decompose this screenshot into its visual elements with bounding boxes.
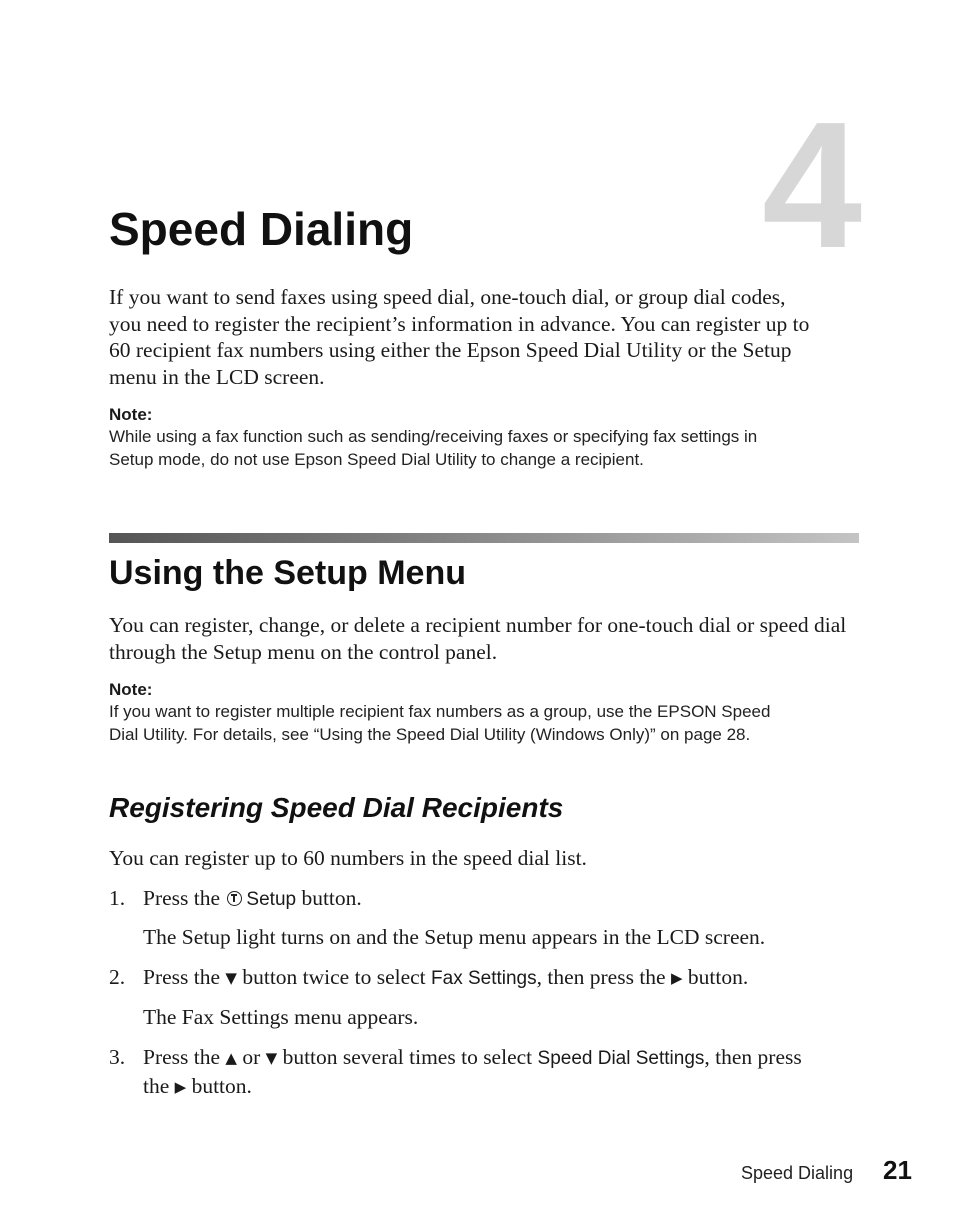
intro-line: 60 recipient fax numbers using either the Epson Speed Dial Utility or the Setup xyxy=(109,338,792,362)
ui-label-setup: Setup xyxy=(246,889,297,910)
step-instruction xyxy=(143,885,858,914)
step-text: Press the xyxy=(143,1045,221,1069)
footer-chapter-label: Speed Dialing xyxy=(741,1163,854,1183)
step-text: button. xyxy=(687,965,749,989)
note-line: Dial Utility. For details, see “Using the Speed Dial Utility (Windows Only)” on page 28. xyxy=(109,725,751,744)
right-arrow-icon: ▶ xyxy=(670,969,683,987)
step-number: 3. xyxy=(109,1045,126,1069)
ui-label-fax-settings: Fax Settings xyxy=(431,968,537,989)
step-result: The Setup light turns on and the Setup menu appears in the LCD screen. xyxy=(143,925,766,949)
note-line: Setup mode, do not use Epson Speed Dial Utility to change a recipient. xyxy=(109,450,644,469)
step-text: or xyxy=(242,1045,261,1069)
step-text: button several times to select xyxy=(282,1045,533,1069)
note-block-1 xyxy=(109,405,869,471)
note-block-2 xyxy=(109,680,869,746)
intro-line: menu in the LCD screen. xyxy=(109,364,325,389)
chapter-title: Speed Dialing xyxy=(109,203,414,255)
chapter-number: 4 xyxy=(762,85,863,286)
step-text: Press the xyxy=(143,965,221,989)
step-text: button. xyxy=(191,1073,252,1098)
step-instruction xyxy=(143,964,858,993)
section-divider xyxy=(109,533,859,543)
subsection-intro: You can register up to 60 numbers in the speed dial list. xyxy=(109,846,587,870)
note-label: Note: xyxy=(109,405,153,424)
step-number: 2. xyxy=(109,965,126,989)
intro-line: If you want to send faxes using speed dial, one-touch dial, or group dial codes, xyxy=(109,285,786,309)
step-text: , then press the xyxy=(536,965,666,989)
step-result: The Fax Settings menu appears. xyxy=(143,1005,419,1029)
step-text: button twice to select xyxy=(242,965,426,989)
setup-icon xyxy=(227,891,242,906)
subsection-title: Registering Speed Dial Recipients xyxy=(109,792,564,823)
step-text: the xyxy=(143,1073,170,1098)
step-text: button. xyxy=(301,886,362,910)
step-number: 1. xyxy=(109,886,126,910)
up-arrow-icon: ▲ xyxy=(225,1049,237,1067)
step-instruction xyxy=(143,1044,858,1100)
intro-paragraph xyxy=(109,284,869,390)
section-line: through the Setup menu on the control panel. xyxy=(109,639,498,664)
down-arrow-icon: ▼ xyxy=(265,1049,278,1067)
section-line: You can register, change, or delete a recipient number for one-touch dial or speed dial xyxy=(109,613,847,637)
right-arrow-icon: ▶ xyxy=(174,1077,187,1096)
section-title: Using the Setup Menu xyxy=(109,554,466,592)
page-number: 21 xyxy=(883,1155,912,1185)
note-line: While using a fax function such as sending/receiving faxes or specifying fax settings in xyxy=(109,427,758,446)
down-arrow-icon: ▼ xyxy=(225,969,237,987)
step-text: , then press xyxy=(704,1045,802,1069)
note-line: If you want to register multiple recipient fax numbers as a group, use the EPSON Speed xyxy=(109,702,771,721)
note-label: Note: xyxy=(109,680,153,699)
intro-line: you need to register the recipient’s information in advance. You can register up to xyxy=(109,311,810,336)
section-paragraph xyxy=(109,612,869,665)
step-text: Press the xyxy=(143,886,221,910)
ui-label-speed-dial-settings: Speed Dial Settings xyxy=(537,1048,705,1069)
